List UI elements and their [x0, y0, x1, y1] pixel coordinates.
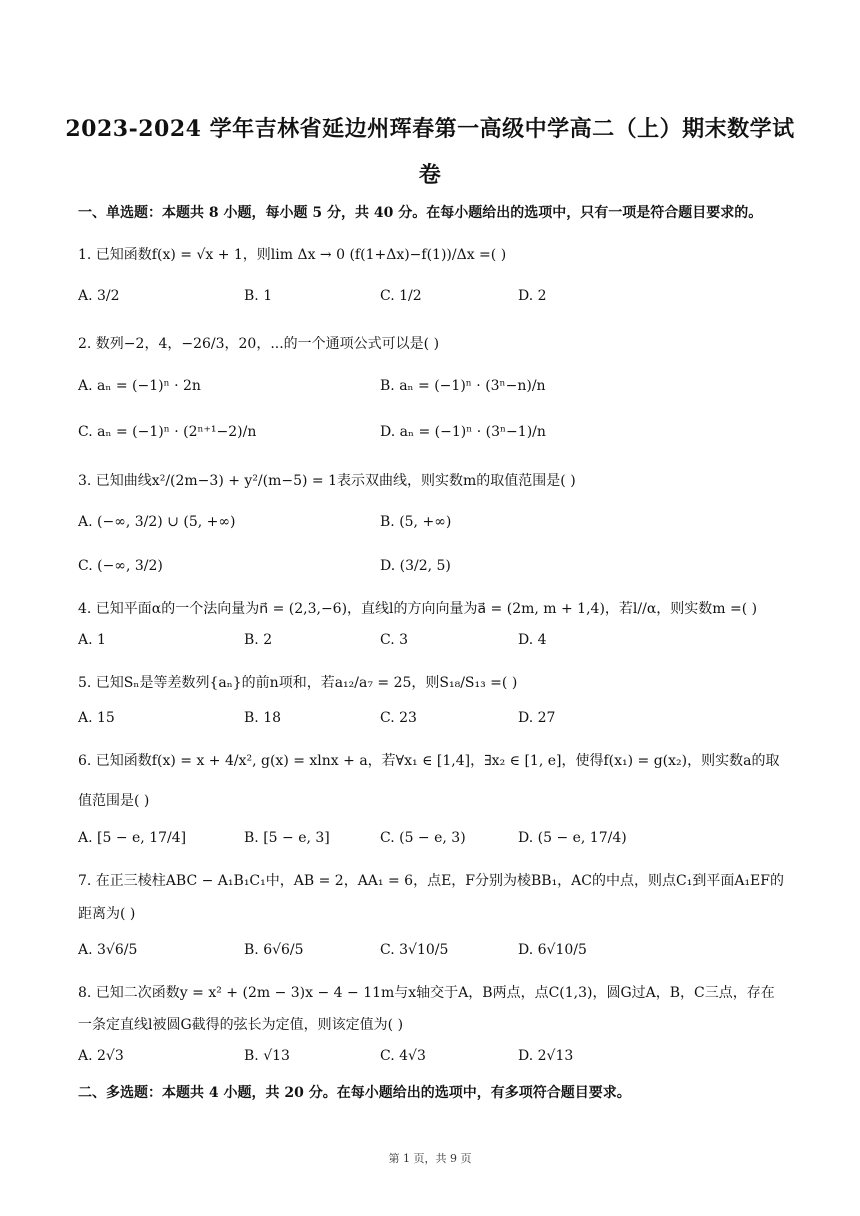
question-4-option-d: D. 4 [518, 632, 547, 648]
question-7-option-a: A. 3√6/5 [78, 942, 138, 958]
question-6-option-b: B. [5 − e, 3] [244, 830, 330, 846]
question-1-stem: 1. 已知函数f(x) = √x + 1，则lim Δx → 0 (f(1+Δx)−f(1))/Δx =( ) [78, 247, 507, 263]
section-multi-choice: 二、多选题：本题共 4 小题，共 20 分。在每小题给出的选项中，有多项符合题目要求。 [78, 1085, 631, 1101]
question-8-option-a: A. 2√3 [78, 1048, 124, 1064]
question-7-option-c: C. 3√10/5 [380, 942, 449, 958]
question-5-option-a: A. 15 [78, 710, 115, 726]
question-7-stem-continued: 距离为( ) [78, 906, 136, 922]
page-footer: 第 1 页，共 9 页 [388, 1152, 472, 1165]
question-4-option-b: B. 2 [244, 632, 273, 648]
section-single-choice: 一、单选题：本题共 8 小题，每小题 5 分，共 40 分。在每小题给出的选项中，只有一项是符合题目要求的。 [78, 205, 763, 221]
question-4-option-a: A. 1 [78, 632, 106, 648]
question-7-stem: 7. 在正三棱柱ABC − A₁B₁C₁中，AB = 2，AA₁ = 6，点E，F分别为棱BB₁，AC的中点，则点C₁到平面A₁EF的 [78, 873, 784, 889]
question-5-option-b: B. 18 [244, 710, 282, 726]
question-2-stem: 2. 数列−2，4，−26/3，20，...的一个通项公式可以是( ) [78, 336, 440, 352]
question-4-option-c: C. 3 [380, 632, 409, 648]
question-4-stem: 4. 已知平面α的一个法向量为n⃗ = (2,3,−6)，直线l的方向向量为a⃗ = (2m, m + 1,4)，若l//α，则实数m =( ) [78, 601, 758, 617]
question-6-stem-continued: 值范围是( ) [78, 793, 150, 809]
question-1-option-c: C. 1/2 [380, 288, 422, 304]
question-5-option-c: C. 23 [380, 710, 417, 726]
question-2-option-b: B. aₙ = (−1)ⁿ · (3ⁿ−n)/n [380, 378, 546, 394]
question-6-option-a: A. [5 − e, 17/4] [78, 830, 187, 846]
question-6-option-d: D. (5 − e, 17/4) [518, 830, 627, 846]
question-8-stem: 8. 已知二次函数y = x² + (2m − 3)x − 4 − 11m与x轴交于A，B两点，点C(1,3)，圆G过A，B，C三点，存在 [78, 985, 775, 1001]
exam-title-line2: 卷 [418, 162, 442, 188]
question-8-option-d: D. 2√13 [518, 1048, 574, 1064]
question-2-option-a: A. aₙ = (−1)ⁿ · 2n [78, 378, 201, 394]
question-8-stem-continued: 一条定直线l被圆G截得的弦长为定值，则该定值为( ) [78, 1017, 404, 1033]
question-1-option-d: D. 2 [518, 288, 547, 304]
question-3-stem: 3. 已知曲线x²/(2m−3) + y²/(m−5) = 1表示双曲线，则实数m的取值范围是( ) [78, 473, 576, 489]
question-5-option-d: D. 27 [518, 710, 556, 726]
question-8-option-c: C. 4√3 [380, 1048, 426, 1064]
question-6-option-c: C. (5 − e, 3) [380, 830, 466, 846]
question-7-option-d: D. 6√10/5 [518, 942, 587, 958]
question-5-stem: 5. 已知Sₙ是等差数列{aₙ}的前n项和，若a₁₂/a₇ = 25，则S₁₈/S₁₃ =( ) [78, 675, 518, 691]
exam-title-line1: 2023-2024 学年吉林省延边州珲春第一高级中学高二（上）期末数学试 [65, 116, 795, 142]
question-1-option-b: B. 1 [244, 288, 273, 304]
question-2-option-d: D. aₙ = (−1)ⁿ · (3ⁿ−1)/n [380, 424, 546, 440]
question-3-option-c: C. (−∞, 3/2) [78, 558, 163, 574]
question-3-option-d: D. (3/2, 5) [380, 558, 451, 574]
question-3-option-b: B. (5, +∞) [380, 514, 452, 530]
question-3-option-a: A. (−∞, 3/2) ∪ (5, +∞) [78, 514, 236, 530]
question-2-option-c: C. aₙ = (−1)ⁿ · (2ⁿ⁺¹−2)/n [78, 424, 257, 440]
question-8-option-b: B. √13 [244, 1048, 290, 1064]
question-6-stem: 6. 已知函数f(x) = x + 4/x², g(x) = xlnx + a，若∀x₁ ∈ [1,4]，∃x₂ ∈ [1, e]，使得f(x₁) = g(x₂)，则实数a的取 [78, 753, 780, 769]
question-7-option-b: B. 6√6/5 [244, 942, 304, 958]
question-1-option-a: A. 3/2 [78, 288, 120, 304]
